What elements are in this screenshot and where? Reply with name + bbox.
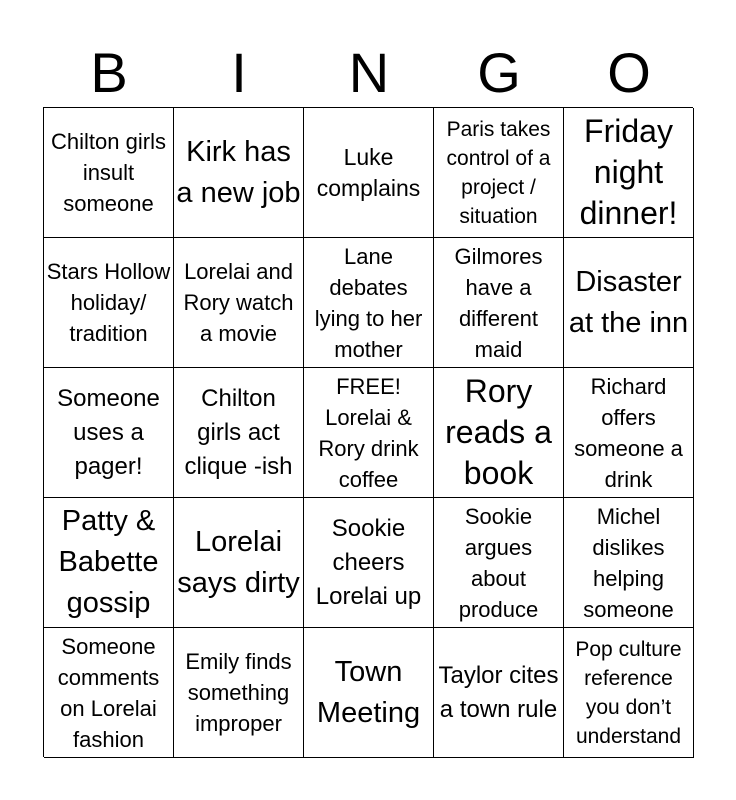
bingo-cell[interactable]: [564, 628, 694, 758]
bingo-cell[interactable]: [304, 238, 434, 368]
bingo-cell[interactable]: [564, 108, 694, 238]
bingo-cell[interactable]: [44, 628, 174, 758]
bingo-cell[interactable]: [44, 368, 174, 498]
cell-text: Pop culture reference you don’t understand: [575, 637, 682, 748]
bingo-cell[interactable]: [304, 498, 434, 628]
cell-text: Sookie cheers Lorelai up: [315, 514, 422, 610]
bingo-cell[interactable]: [434, 108, 564, 238]
cell-text: Friday night dinner!: [579, 113, 678, 231]
cell-text: Sookie argues about produce: [458, 503, 539, 622]
bingo-cell[interactable]: [434, 238, 564, 368]
bingo-cell[interactable]: [44, 108, 174, 238]
bingo-cell[interactable]: [174, 498, 304, 628]
header-letter-n: N: [348, 41, 390, 104]
cell-text: Town Meeting: [316, 655, 421, 729]
cell-text: Paris takes control of a project / situation: [446, 117, 551, 228]
cell-text: Lorelai and Rory watch a movie: [183, 259, 294, 346]
bingo-cell[interactable]: [174, 108, 304, 238]
cell-text: Patty & Babette gossip: [58, 505, 159, 619]
bingo-board: [43, 107, 693, 757]
cell-text: Michel dislikes helping someone: [583, 503, 674, 622]
cell-text: Stars Hollow holiday/ tradition: [46, 259, 171, 346]
bingo-cell[interactable]: [434, 368, 564, 498]
header-letter-g: G: [477, 41, 521, 104]
bingo-header: [44, 40, 694, 106]
header-letter-b: B: [90, 41, 128, 104]
cell-text: FREE! Lorelai & Rory drink coffee: [318, 373, 419, 492]
cell-text: Taylor cites a town rule: [438, 661, 559, 723]
cell-text: Someone comments on Lorelai fashion: [57, 633, 160, 752]
header-letter-o: O: [607, 41, 651, 104]
cell-text: Lorelai says dirty: [177, 525, 300, 599]
bingo-cell[interactable]: [304, 108, 434, 238]
cell-text: Chilton girls insult someone: [51, 129, 166, 216]
bingo-cell[interactable]: [304, 628, 434, 758]
bingo-cell[interactable]: [564, 368, 694, 498]
bingo-cell[interactable]: [174, 238, 304, 368]
cell-text: Richard offers someone a drink: [574, 373, 683, 492]
bingo-cell[interactable]: [304, 368, 434, 498]
header-letter-i: I: [231, 41, 247, 104]
cell-text: Someone uses a pager!: [57, 384, 160, 480]
cell-text: Disaster at the inn: [568, 265, 689, 339]
cell-text: Luke complains: [316, 143, 421, 201]
cell-text: Chilton girls act clique -ish: [184, 384, 293, 480]
bingo-cell[interactable]: [174, 368, 304, 498]
cell-text: Gilmores have a different maid: [454, 243, 543, 362]
cell-text: Kirk has a new job: [176, 135, 301, 209]
cell-text: Emily finds something improper: [185, 649, 292, 736]
bingo-cell[interactable]: [434, 628, 564, 758]
bingo-cell[interactable]: [434, 498, 564, 628]
cell-text: Lane debates lying to her mother: [314, 243, 423, 362]
bingo-cell[interactable]: [564, 498, 694, 628]
bingo-cell[interactable]: [44, 238, 174, 368]
cell-text: Rory reads a book: [445, 373, 552, 491]
bingo-cell[interactable]: [44, 498, 174, 628]
bingo-cell[interactable]: [174, 628, 304, 758]
bingo-cell[interactable]: [564, 238, 694, 368]
